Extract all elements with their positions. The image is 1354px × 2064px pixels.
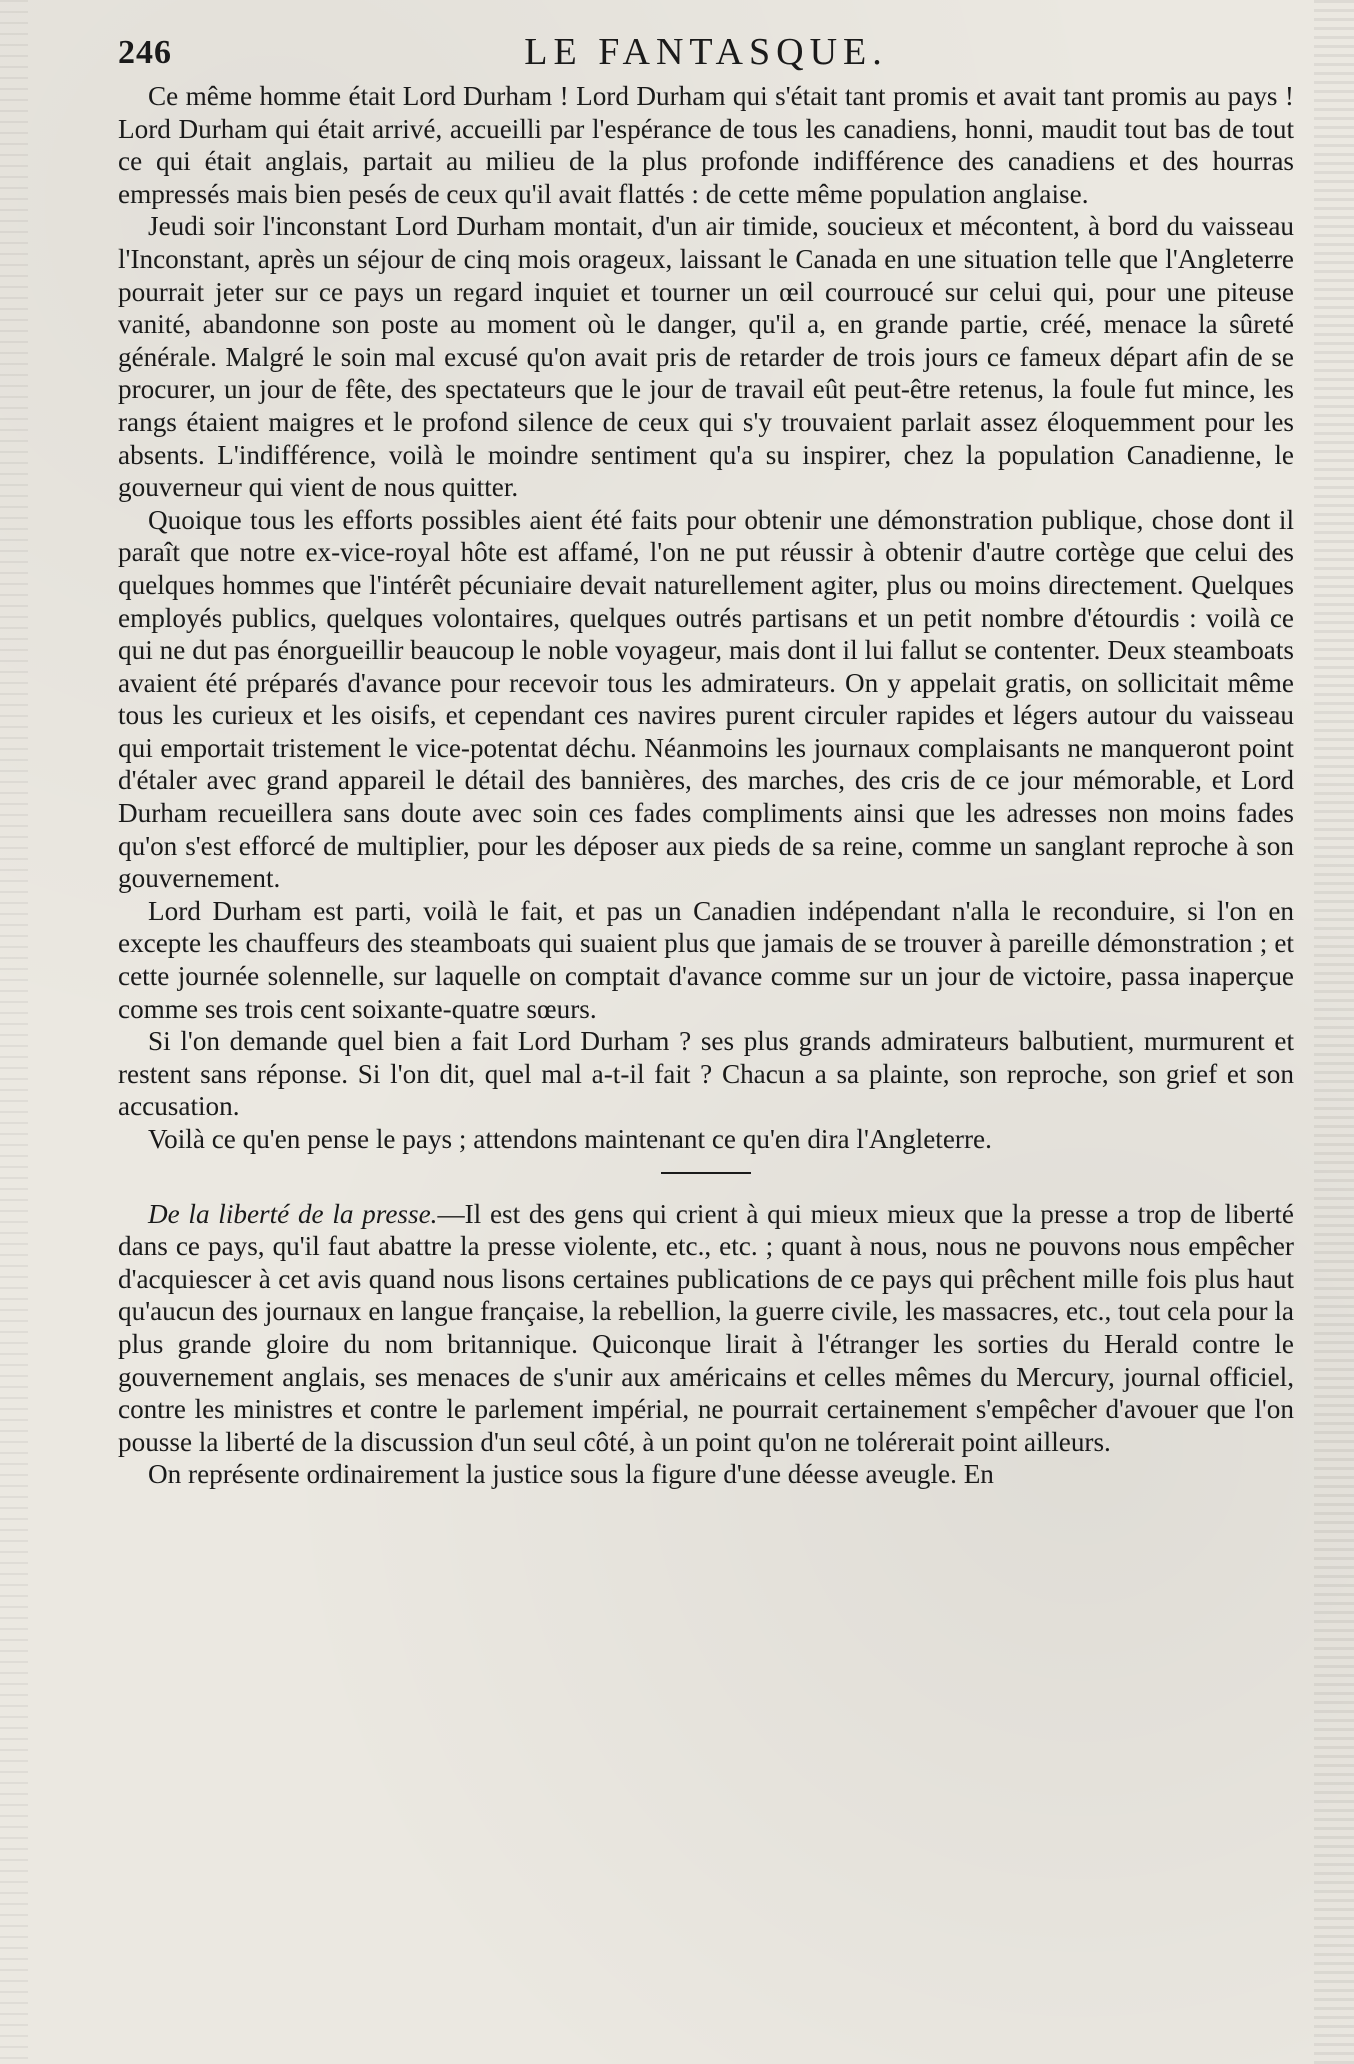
scan-edge-left: [0, 0, 28, 2064]
paragraph: [118, 1198, 1294, 1459]
article-lord-durham: [118, 80, 1294, 1156]
paragraph: Si l'on demande quel bien a fait Lord Durham ? ses plus grands admirateurs balbutient, murmurent et restent sans réponse. Si l'on dit, quel mal a-t-il fait ? Chacun a sa plainte, son reproche, son grief et son accusation.: [118, 1026, 1294, 1122]
paragraph-text: —Il est des gens qui crient à qui mieux mieux que la presse a trop de liberté dans ce pays, qu'il faut abattre la presse violente, etc., etc. ; quant à nous, nous ne pouvons nous empêcher d'acquiescer à cet avis quand nous lisons certaines publications de ce pays qui prêchent mille fois plus haut qu'aucun des journaux en langue française, la rebellion, la guerre civile, les massacres, etc., tout cela pour la plus grande gloire du nom britannique. Quiconque lirait à l'étranger les sorties du Herald contre le gouvernement anglais, ses menaces de s'unir aux américains et celles mêmes du Mercury, journal officiel, contre les ministres et contre le parlement impérial, ne pourrait certainement s'empêcher d'avouer que l'on pousse la liberté de la discussion d'un seul côté, à un point qu'on ne tolérerait point ailleurs.: [118, 1198, 1294, 1457]
paragraph: Ce même homme était Lord Durham ! Lord Durham qui s'était tant promis et avait tant promis au pays ! Lord Durham qui était arrivé, accueilli par l'espérance de tous les canadiens, honni, maudit tout bas de tout ce qui était anglais, partait au milieu de la plus profonde indifférence des canadiens et des hourras empressés mais bien pesés de ceux qu'il avait flattés : de cette même population anglaise.: [118, 81, 1294, 209]
paragraph: Jeudi soir l'inconstant Lord Durham montait, d'un air timide, soucieux et mécontent, à bord du vaisseau l'Inconstant, après un séjour de cinq mois orageux, laissant le Canada en une situation telle que l'Angleterre pourrait jeter sur ce pays un regard inquiet et tourner un œil courroucé sur celui qui, pour une piteuse vanité, abandonne son poste au moment où le danger, qu'il a, en grande partie, créé, menace la sûreté générale. Malgré le soin mal excusé qu'on avait pris de retarder de trois jours ce fameux départ afin de se procurer, un jour de fête, des spectateurs que le jour de travail eût peut-être retenus, la foule fut mince, les rangs étaient maigres et le profond silence de ceux qui s'y trouvaient parlait assez éloquemment pour les absents. L'indifférence, voilà le moindre sentiment qu'a su inspirer, chez la population Canadienne, le gouverneur qui vient de nous quitter.: [118, 211, 1294, 503]
scan-edge-right: [1314, 0, 1354, 2064]
running-title: LE FANTASQUE.: [524, 31, 888, 73]
article-liberte-presse: [118, 1198, 1294, 1491]
paragraph: Quoique tous les efforts possibles aient été faits pour obtenir une démonstration publique, chose dont il paraît que notre ex-vice-royal hôte est affamé, l'on ne put réussir à obtenir d'autre cortège que celui des quelques hommes que l'intérêt pécuniaire devait naturellement agiter, plus ou moins directement. Quelques employés publics, quelques volontaires, quelques outrés partisans et un petit nombre d'étourdis : voilà ce qui ne dut pas énorgueillir beaucoup le noble voyageur, mais dont il lui fallut se contenter. Deux steamboats avaient été préparés d'avance pour recevoir tous les admirateurs. On y appelait gratis, on sollicitait même tous les curieux et les oisifs, et cependant ces navires purent circuler rapides et légers autour du vaisseau qui emportait tristement le vice-potentat déchu. Néanmoins les journaux complaisants ne manqueront point d'étaler avec grand appareil le détail des bannières, des marches, des cris de ce jour mémorable, et Lord Durham recueillera sans doute avec soin ces fades compliments ainsi que les adresses non moins fades qu'on s'est efforcé de multiplier, pour les déposer aux pieds de sa reine, comme un sanglant reproche à son gouvernement.: [118, 504, 1294, 894]
page-header: [118, 18, 1294, 74]
paragraph: Lord Durham est parti, voilà le fait, et pas un Canadien indépendant n'alla le reconduire, si l'on en excepte les chauffeurs des steamboats qui suaient plus que jamais de se trouver à pareille démonstration ; et cette journée solennelle, sur laquelle on comptait d'avance comme sur un jour de victoire, passa inaperçue comme ses trois cent soixante-quatre sœurs.: [118, 895, 1294, 1024]
paragraph: On représente ordinairement la justice sous la figure d'une déesse aveugle. En: [148, 1459, 994, 1490]
page-number: 246: [118, 34, 172, 71]
paragraph: Voilà ce qu'en pense le pays ; attendons maintenant ce qu'en dira l'Angleterre.: [148, 1124, 992, 1154]
article-lead-in: De la liberté de la presse.: [148, 1198, 438, 1229]
section-divider: [661, 1172, 751, 1174]
